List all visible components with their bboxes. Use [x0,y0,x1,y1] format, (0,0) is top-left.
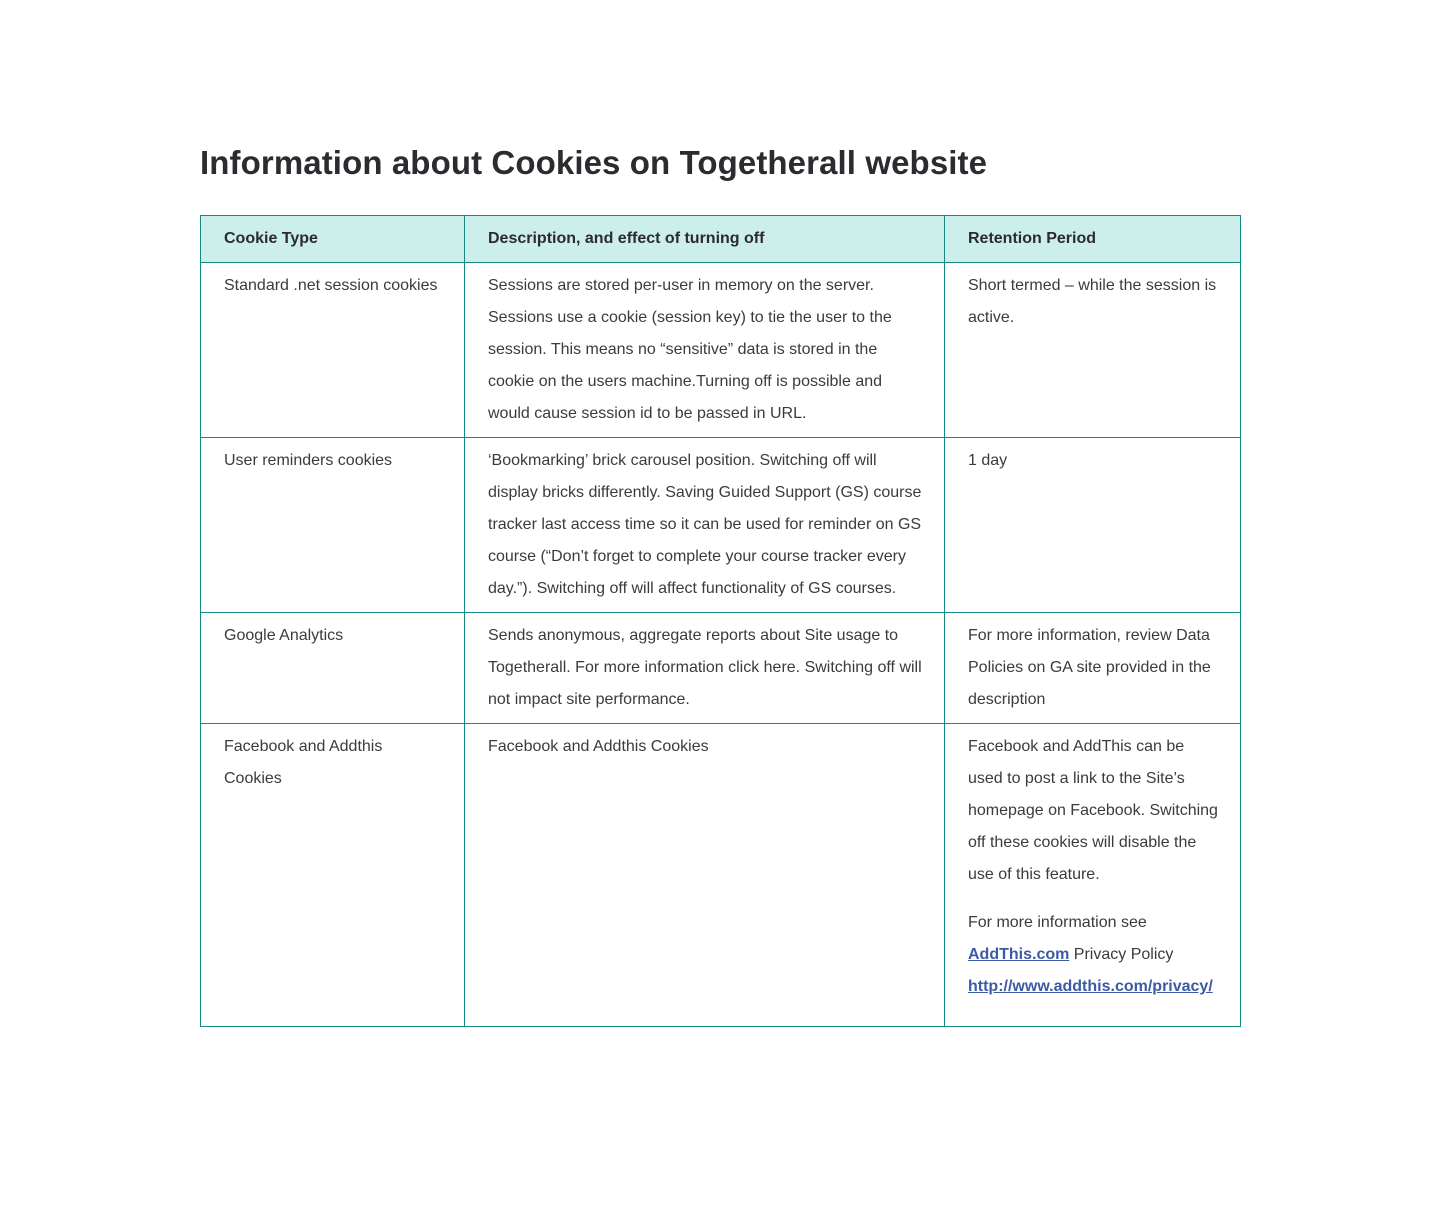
privacy-policy-text: Privacy Policy [1073,946,1174,963]
page-title: Information about Cookies on Togetherall website [200,144,988,181]
addthis-privacy-url-link[interactable]: http://www.addthis.com/privacy/ [968,978,1213,995]
cell-description: Facebook and Addthis Cookies [465,724,945,1027]
retention-more-info [968,907,1218,1003]
table-row [201,724,1241,1027]
cell-cookie-type: Google Analytics [201,613,465,724]
cell-retention: 1 day [945,438,1241,613]
retention-text: Facebook and AddThis can be used to post a link to the Site’s homepage on Facebook. Switching off these cookies will disable the use of this feature. [968,738,1218,883]
table-row [201,613,1241,724]
cell-description: ‘Bookmarking’ brick carousel position. Switching off will display bricks differently. Saving Guided Support (GS) course tracker last access time so it can be used for reminder on GS course (“Don’t forget to complete your course tracker every day.”). Switching off will affect functionality of GS courses. [465,438,945,613]
cell-retention [945,724,1241,1027]
header-cookie-type: Cookie Type [201,216,465,263]
cell-cookie-type: Facebook and Addthis Cookies [201,724,465,1027]
header-retention-period: Retention Period [945,216,1241,263]
table-row [201,438,1241,613]
cell-description: Sessions are stored per-user in memory on the server. Sessions use a cookie (session key) to tie the user to the session. This means no “sensitive” data is stored in the cookie on the users machine.Turning off is possible and would cause session id to be passed in URL. [465,263,945,438]
cookie-info-table [200,215,1241,1027]
table-row [201,263,1241,438]
addthis-site-link[interactable]: AddThis.com [968,946,1070,963]
cell-cookie-type: User reminders cookies [201,438,465,613]
table-header-row [201,216,1241,263]
cell-retention: Short termed – while the session is active. [945,263,1241,438]
more-info-prefix: For more information see [968,914,1147,931]
cell-retention: For more information, review Data Policies on GA site provided in the description [945,613,1241,724]
header-description: Description, and effect of turning off [465,216,945,263]
cell-description: Sends anonymous, aggregate reports about Site usage to Togetherall. For more information click here. Switching off will not impact site performance. [465,613,945,724]
cell-cookie-type: Standard .net session cookies [201,263,465,438]
